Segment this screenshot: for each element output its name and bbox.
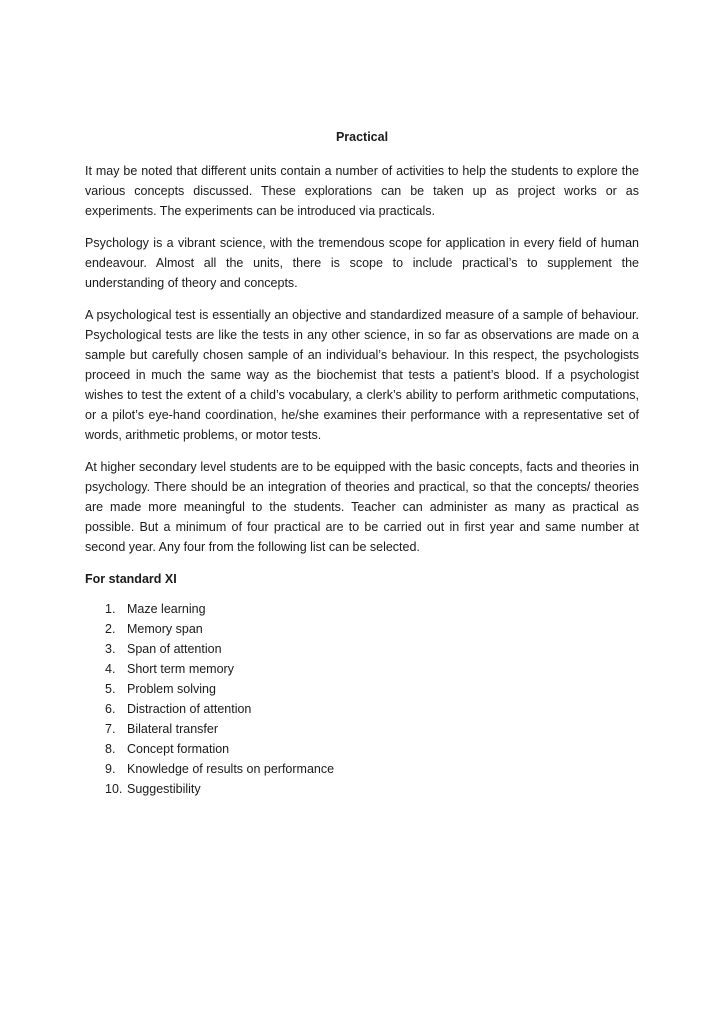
- list-item-number: 3.: [105, 642, 116, 656]
- list-item-text: Short term memory: [127, 662, 234, 676]
- list-item: [105, 659, 639, 679]
- list-item: [105, 679, 639, 699]
- section-heading: For standard XI: [85, 572, 177, 586]
- document-page: [85, 127, 639, 799]
- list-item-number: 9.: [105, 762, 116, 776]
- list-item-text: Knowledge of results on performance: [127, 762, 335, 776]
- list-item-number: 5.: [105, 682, 116, 696]
- list-item-text: Concept formation: [127, 742, 230, 756]
- list-item: [105, 699, 639, 719]
- list-item: [105, 599, 639, 619]
- list-item-text: Problem solving: [127, 682, 216, 696]
- list-item-number: 7.: [105, 722, 116, 736]
- paragraph-scope: Psychology is a vibrant science, with the tremendous scope for application in every field of human endeavour. Almost all the units, there is scope to include practical’s to supplement the understanding of theory and concepts.: [85, 236, 639, 290]
- list-item-number: 8.: [105, 742, 116, 756]
- list-item-text: Bilateral transfer: [127, 722, 219, 736]
- list-item: [105, 759, 639, 779]
- list-item-number: 4.: [105, 662, 116, 676]
- list-item: [105, 639, 639, 659]
- list-item-text: Distraction of attention: [127, 702, 252, 716]
- list-item-text: Suggestibility: [127, 782, 201, 796]
- list-item: [105, 739, 639, 759]
- paragraph-psychological-test: A psychological test is essentially an objective and standardized measure of a sample of behaviour. Psychological tests are like the tests in any other science, in so far as observations are made on a sample but carefully chosen sample of an individual’s behaviour. In this respect, the psychologists proceed in much the same way as the biochemist that tests a patient’s blood. If a psychologist wishes to test the extent of a child’s vocabulary, a clerk’s ability to perform arithmetic computations, or a pilot’s eye-hand coordination, he/she examines their performance with a representative set of words, arithmetic problems, or motor tests.: [85, 308, 639, 442]
- list-item-text: Maze learning: [127, 602, 206, 616]
- paragraph-higher-secondary: At higher secondary level students are to be equipped with the basic concepts, facts and theories in psychology. There should be an integration of theories and practical, so that the concepts/ theories are made more meaningful to the students. Teacher can administer as many as practical as possible. But a minimum of four practical are to be carried out in first year and same number at second year. Any four from the following list can be selected.: [85, 460, 639, 554]
- list-item: [105, 779, 639, 799]
- list-item-number: 10.: [105, 782, 123, 796]
- practical-list: [85, 599, 639, 799]
- list-item-number: 1.: [105, 602, 116, 616]
- page-title: Practical: [335, 130, 389, 144]
- list-item: [105, 719, 639, 739]
- list-item-text: Span of attention: [127, 642, 222, 656]
- list-item-number: 2.: [105, 622, 116, 636]
- paragraph-intro: It may be noted that different units contain a number of activities to help the students to explore the various concepts discussed. These explorations can be taken up as project works or as experiments. The experiments can be introduced via practicals.: [85, 164, 639, 218]
- list-item-number: 6.: [105, 702, 116, 716]
- list-item-text: Memory span: [127, 622, 203, 636]
- list-item: [105, 619, 639, 639]
